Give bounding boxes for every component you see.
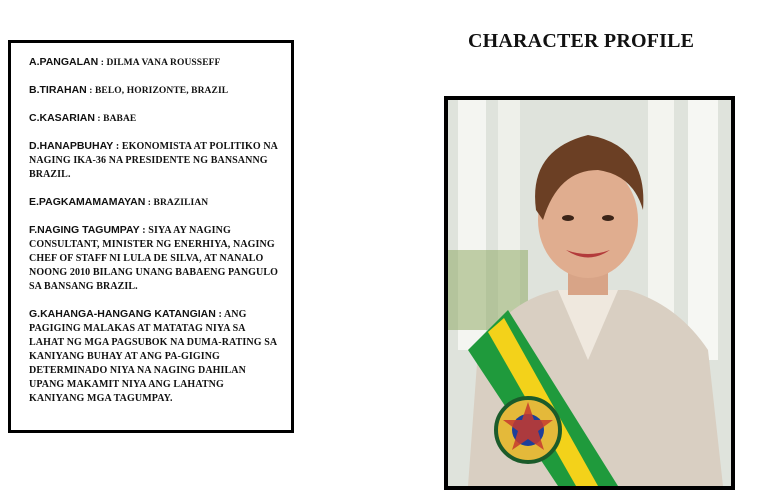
label-pagkamamamayan: E.PAGKAMAMAMAYAN <box>29 196 146 208</box>
entry-hanapbuhay <box>29 139 281 182</box>
label-katangian: G.KAHANGA-HANGANG KATANGIAN <box>29 308 216 320</box>
portrait-illustration <box>448 100 731 486</box>
entry-tagumpay <box>29 223 281 294</box>
entry-kasarian <box>29 111 281 126</box>
portrait-photo <box>444 96 735 490</box>
value-kasarian: : BABAE <box>94 114 137 124</box>
value-pangalan: : DILMA VANA ROUSSEFF <box>98 58 221 68</box>
label-tagumpay: F.NAGING TAGUMPAY <box>29 224 140 236</box>
profile-box <box>8 40 294 433</box>
value-tirahan: : BELO, HORIZONTE, BRAZIL <box>86 86 229 96</box>
value-hanapbuhay: : EKONOMISTA AT POLITIKO NA NAGING IKA-36 NA PRESIDENTE NG BANSANNG BRAZIL. <box>29 141 278 180</box>
value-pagkamamamayan: : BRAZILIAN <box>145 198 209 208</box>
value-tagumpay: : SIYA AY NAGING CONSULTANT, MINISTER NG ENERHIYA, NAGING CHEF OF STAFF NI LULA DE SILVA, AT NANALO NOONG 2010 BILANG UNANG BABAENG PANGULO SA BANSANG BRAZIL. <box>29 225 279 292</box>
page-title: CHARACTER PROFILE <box>468 30 695 52</box>
entry-pagkamamamayan <box>29 195 281 210</box>
label-kasarian: C.KASARIAN <box>29 112 95 124</box>
entry-tirahan <box>29 83 281 98</box>
entry-katangian <box>29 307 281 406</box>
label-tirahan: B.TIRAHAN <box>29 84 87 96</box>
label-pangalan: A.PANGALAN <box>29 56 99 68</box>
value-katangian: : ANG PAGIGING MALAKAS AT MATATAG NIYA SA LAHAT NG MGA PAGSUBOK NA DUMA-RATING SA KANIYANG BUHAY AT ANG PA-GIGING DETERMINADO NIYA NA NAGING DAHILAN UPANG MAKAMIT NIYA ANG LAHATNG KANIYANG MGA TAGUMPAY. <box>29 309 277 404</box>
entry-pangalan <box>29 55 281 70</box>
label-hanapbuhay: D.HANAPBUHAY <box>29 140 114 152</box>
